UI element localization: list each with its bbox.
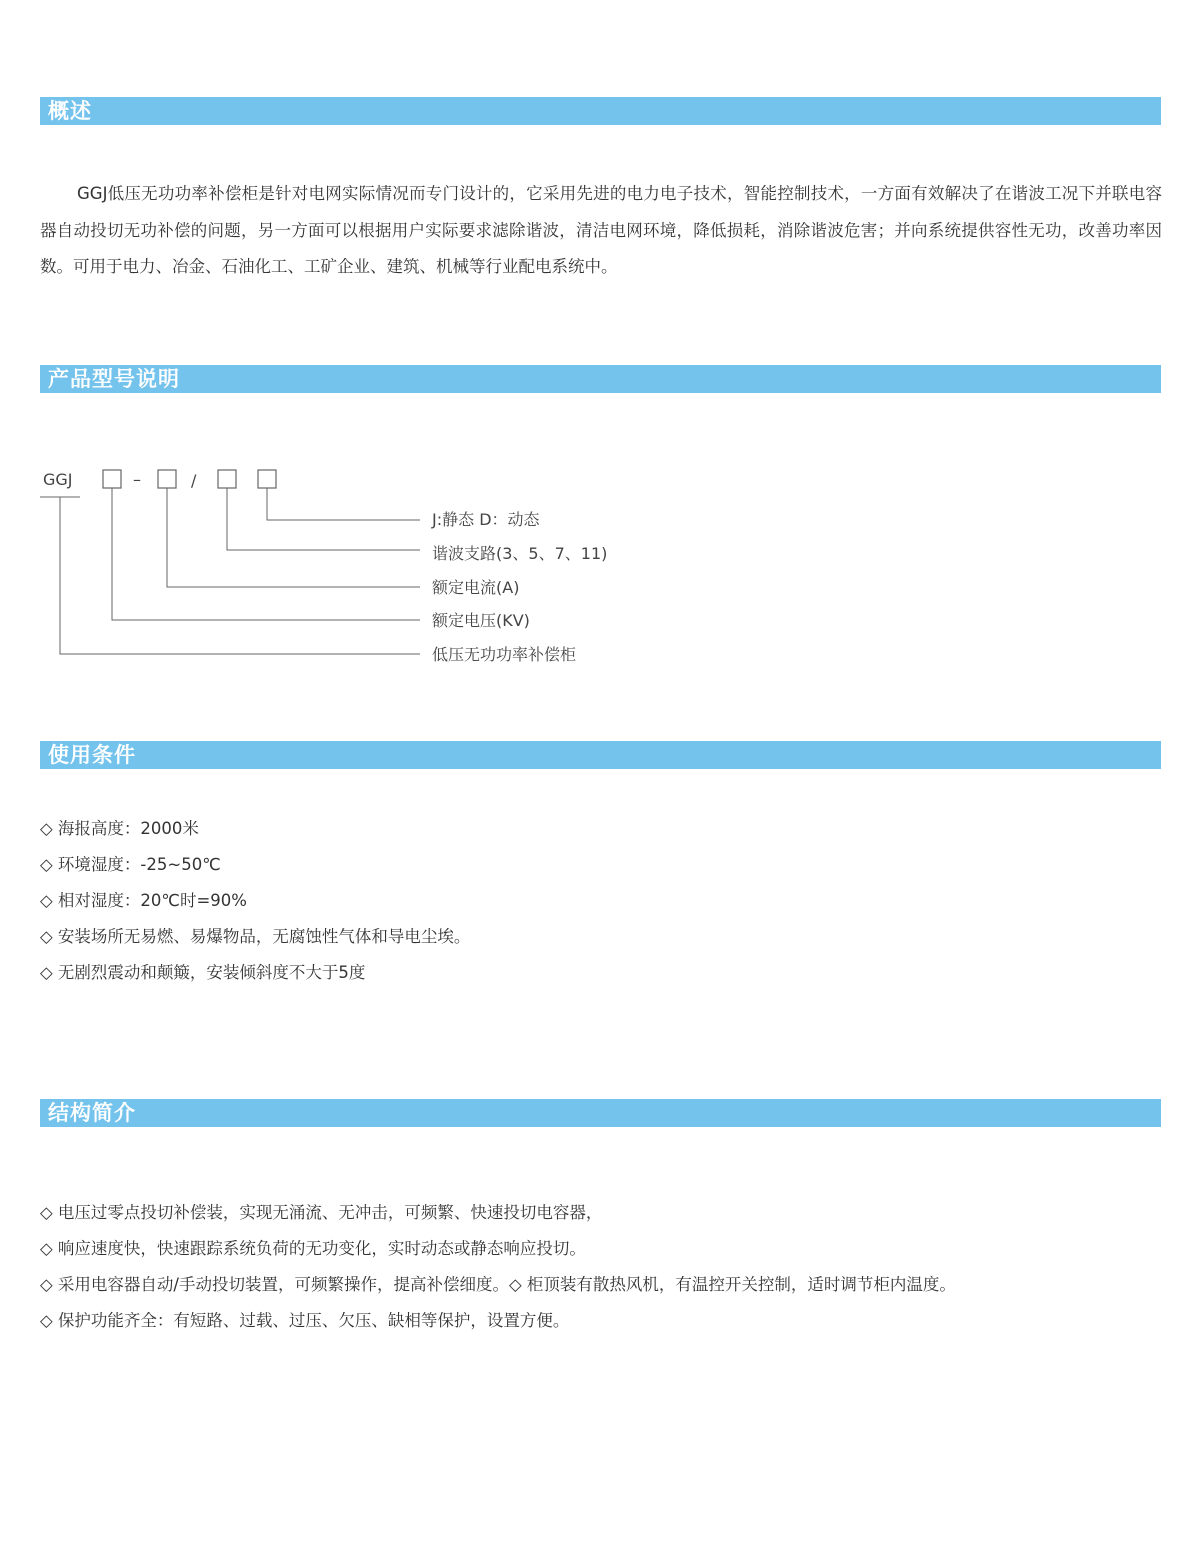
leader-line-voltage: [112, 488, 420, 620]
list-item: ◇ 环境湿度：-25~50℃: [40, 855, 221, 874]
label-cabinet-type: 低压无功功率补偿柜: [432, 645, 577, 664]
section-title-conditions: 使用条件: [48, 743, 136, 767]
code-box-harmonic: [218, 470, 236, 488]
section-title-overview: 概述: [48, 99, 92, 123]
label-rated-voltage: 额定电压(KV): [432, 611, 530, 630]
model-designation-diagram: [0, 0, 1200, 700]
section-bar-structure: [40, 1099, 1161, 1127]
list-item: ◇ 响应速度快，快速跟踪系统负荷的无功变化，实时动态或静态响应投切。: [40, 1239, 586, 1258]
label-harmonic-branch: 谐波支路(3、5、7、11): [432, 544, 608, 563]
section-title-structure: 结构简介: [48, 1101, 136, 1125]
code-box-current: [158, 470, 176, 488]
leader-line-cabinet: [60, 497, 420, 654]
list-item: ◇ 采用电容器自动/手动投切装置，可频繁操作，提高补偿细度。◇ 柜顶装有散热风机，有温控开关控制，适时调节柜内温度。: [40, 1275, 956, 1294]
leader-line-harmonic: [227, 488, 420, 550]
code-box-voltage: [103, 470, 121, 488]
code-box-mode: [258, 470, 276, 488]
model-slash: /: [191, 471, 197, 490]
conditions-list: [40, 811, 470, 991]
list-item: ◇ 无剧烈震动和颠簸，安装倾斜度不大于5度: [40, 963, 366, 982]
list-item: ◇ 保护功能齐全：有短路、过载、过压、欠压、缺相等保护，设置方便。: [40, 1311, 570, 1330]
section-title-model: 产品型号说明: [48, 367, 180, 391]
list-item: ◇ 安装场所无易燃、易爆物品，无腐蚀性气体和导电尘埃。: [40, 927, 471, 946]
list-item: ◇ 电压过零点投切补偿装，实现无涌流、无冲击，可频繁、快速投切电容器，: [40, 1203, 603, 1222]
label-mode: J:静态 D：动态: [432, 510, 540, 529]
list-item: ◇ 海报高度：2000米: [40, 819, 199, 838]
leader-line-mode: [267, 488, 420, 520]
model-prefix: GGJ: [43, 470, 73, 489]
leader-line-current: [167, 488, 420, 587]
list-item: ◇ 相对湿度：20℃时=90%: [40, 891, 247, 910]
model-dash: –: [133, 470, 141, 489]
section-bar-conditions: [40, 741, 1161, 769]
structure-list: [40, 1195, 956, 1339]
label-rated-current: 额定电流(A): [432, 578, 520, 597]
overview-paragraph: GGJ低压无功功率补偿柜是针对电网实际情况而专门设计的，它采用先进的电力电子技术，智能控制技术，一方面有效解决了在谐波工况下并联电容器自动投切无功补偿的问题，另一方面可以根据用户实际要求滤除谐波，清洁电网环境，降低损耗，消除谐波危害；并向系统提供容性无功，改善功率因数。可用于电力、冶金、石油化工、工矿企业、建筑、机械等行业配电系统中。: [40, 184, 1162, 276]
